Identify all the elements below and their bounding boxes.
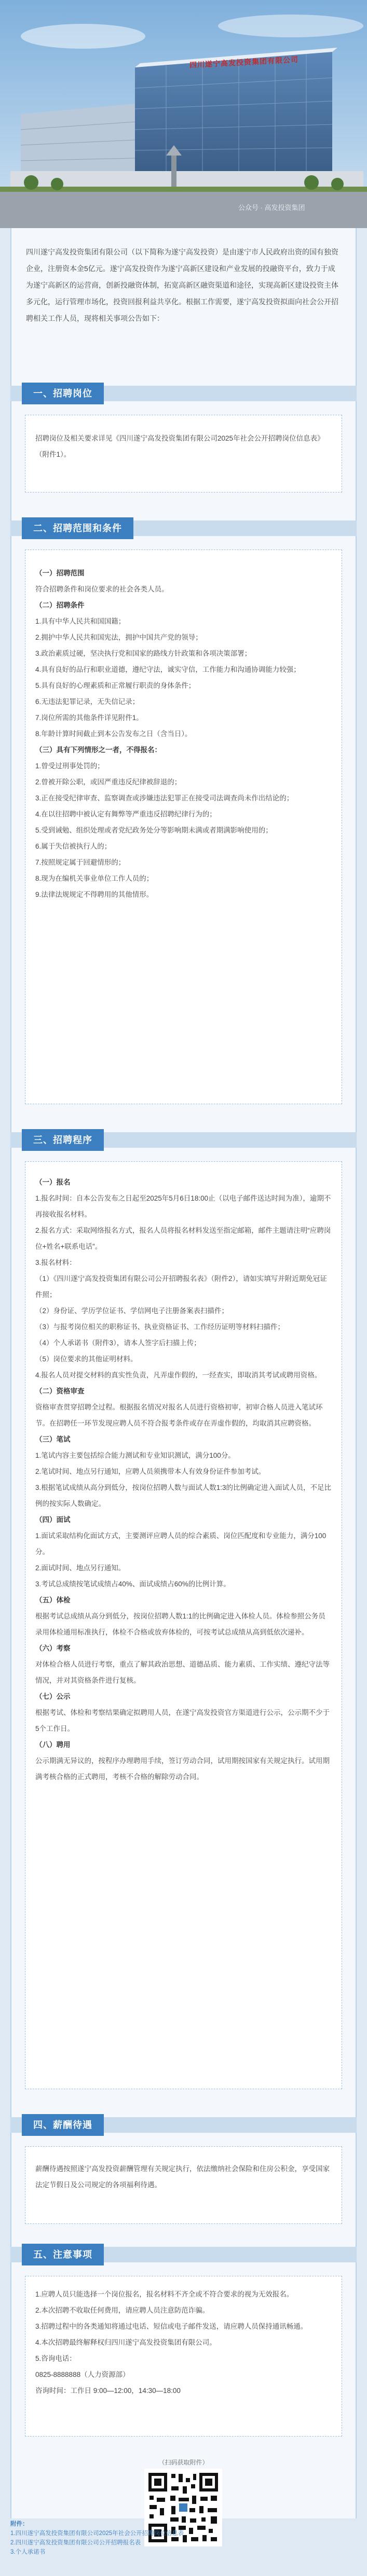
list-item: 咨询时间：工作日 9:00—12:00，14:30—18:00 [35,2387,181,2395]
procedure-text [35,1174,332,1785]
subsection-heading: （三）笔试 [35,1435,71,1443]
list-item: 3.考试总成绩按笔试成绩占40%、面试成绩占60%的比例计算。 [35,1580,230,1588]
salary-text: 薪酬待遇按照遂宁高发投资薪酬管理有关规定执行，依法缴纳社会保险和住房公积金，享受国家法定节假日及公司规定的各项福利待遇。 [35,2165,330,2189]
subsection-heading: （七）公示 [35,1693,71,1700]
section-header-scope [10,513,357,543]
list-item: 5.咨询电话： [35,2355,76,2362]
list-item: 6.属于失信被执行人的； [35,842,112,850]
section-title-salary: 四、薪酬待遇 [22,2114,104,2136]
attachment-link[interactable]: 1.四川遂宁高发投资集团有限公司2025年社会公开招聘岗位信息表 [10,2530,184,2537]
list-item: 8.年龄计算时间截止到本公告发布之日（含当日）。 [35,730,192,738]
subsection-heading: （一）报名 [35,1178,71,1186]
positions-text: 招聘岗位及相关要求详见《四川遂宁高发投资集团有限公司2025年社会公开招聘岗位信息表》（附件1）。 [35,434,324,458]
hero-watermark: 公众号 · 高发投资集团 [238,204,305,212]
subsection-heading: （三）具有下列情形之一者，不得报名： [35,746,161,754]
section-header-positions [10,378,357,409]
list-item: 4.本次招聘最终解释权归四川遂宁高发投资集团有限公司。 [35,2339,216,2346]
list-item: 7.按照规定属于回避情形的； [35,858,126,866]
list-item: 3.根据笔试成绩从高分到低分，按岗位招聘人数与面试人数1:3的比例确定进入面试人员，不足比例的按实际人数确定。 [35,1484,332,1508]
hero-image [0,0,367,228]
subsection-heading: （六）考察 [35,1644,71,1652]
list-item: 2.本次招聘不收取任何费用，请应聘人员注意防范诈骗。 [35,2306,210,2314]
section-title-scope: 二、招聘范围和条件 [22,517,133,539]
list-item: （3）与报考岗位相关的职称证书、执业资格证书、工作经历证明等材料扫描件； [35,1323,285,1331]
list-item: 2.曾被开除公职，或因严重违反纪律被辞退的； [35,778,182,786]
notes-text [35,2286,332,2399]
attachments-list [10,2519,357,2551]
subsection-heading: （八）聘用 [35,1741,71,1749]
list-item: 2.笔试时间、地点另行通知，应聘人员须携带本人有效身份证件参加考试。 [35,1468,266,1475]
list-item: 5.具有良好的心理素质和正常履行职责的身体条件； [35,682,196,689]
list-item: 1.曾受过刑事处罚的； [35,762,104,770]
section-title-notes: 五、注意事项 [22,2244,104,2265]
list-item: 4.在以往招聘中被认定有舞弊等严重违反招聘纪律行为的； [35,810,216,818]
list-item: 3.正在接受纪律审查、监察调查或涉嫌违法犯罪正在接受司法调查尚未作出结论的； [35,794,294,802]
building-sign-text: 四川遂宁高发投资集团有限公司 [189,56,298,70]
list-item: 1.报名时间：自本公告发布之日起至2025年5月6日18:00止（以电子邮件送达时间为准），逾期不再接收报名材料。 [35,1194,331,1218]
list-item: 6.无违法犯罪记录，无失信记录； [35,698,140,706]
attachments-title: 附件： [10,2521,29,2527]
list-item: 5.受到诫勉、组织处理或者党纪政务处分等影响期未满或者期满影响使用的； [35,826,273,834]
list-item: 3.政治素质过硬，坚决执行党和国家的路线方针政策和各项决策部署； [35,650,252,657]
list-item: 公示期满无异议的，按程序办理聘用手续，签订劳动合同，试用期按国家有关规定执行。试用期满考核合格的正式聘用，考核不合格的解除劳动合同。 [35,1757,330,1781]
list-item: 3.招聘过程中的各类通知将通过电话、短信或电子邮件发送，请应聘人员保持通讯畅通。 [35,2322,308,2330]
list-item: （2）身份证、学历学位证书、学信网电子注册备案表扫描件； [35,1307,229,1315]
list-item: 1.笔试内容主要包括综合能力测试和专业知识测试，满分100分。 [35,1452,235,1459]
subsection-heading: （二）资格审查 [35,1387,85,1395]
list-item: 8.现为在编机关事业单位工作人员的； [35,875,154,882]
section-header-notes [10,2240,357,2270]
subsection-heading: （五）体检 [35,1596,71,1604]
list-item: 7.岗位所需的其他条件详见附件1。 [35,714,143,722]
list-item: 1.面试采取结构化面试方式，主要测评应聘人员的综合素质、岗位匹配度和专业能力，满分100分。 [35,1532,327,1556]
list-item: 3.报名材料： [35,1259,76,1266]
section-title-procedure: 三、招聘程序 [22,1129,104,1151]
section-title-positions: 一、招聘岗位 [22,383,104,404]
list-item: （1）《四川遂宁高发投资集团有限公司公开招聘报名表》（附件2），请如实填写并附近期免冠证件照； [35,1275,327,1299]
list-item: （5）岗位要求的其他证明材料。 [35,1355,138,1363]
list-item: 符合招聘条件和岗位要求的社会各类人员。 [35,585,169,593]
list-item: 资格审查贯穿招聘全过程。根据报名情况对报名人员进行资格初审，初审合格人员进入笔试环节。在招聘任一环节发现应聘人员不符合报考条件或存在弄虚作假的，均取消其应聘资格。 [35,1403,323,1427]
list-item: 9.法律法规规定不得聘用的其他情形。 [35,891,154,898]
subsection-heading: （一）招聘范围 [35,569,85,577]
list-item: 4.具有良好的品行和职业道德，遵纪守法，诚实守信，工作能力和沟通协调能力较强； [35,666,301,673]
list-item: （4）个人承诺书（附件3），请本人签字后扫描上传； [35,1339,201,1347]
list-item: 1.应聘人员只能选择一个岗位报名，报名材料不齐全或不符合要求的视为无效报名。 [35,2290,294,2298]
attachment-link[interactable]: 2.四川遂宁高发投资集团有限公司公开招聘报名表 [10,2540,141,2546]
list-item: 2.报名方式：采取网络报名方式，报名人员将报名材料发送至指定邮箱，邮件主题请注明“应聘岗位+姓名+联系电话”。 [35,1227,331,1250]
subsection-heading: （四）面试 [35,1516,71,1524]
list-item: 1.具有中华人民共和国国籍； [35,617,126,625]
intro-paragraph: 四川遂宁高发投资集团有限公司（以下简称为遂宁高发投资）是由遂宁市人民政府出资的国有独资企业，注册资本金5亿元。遂宁高发投资作为遂宁高新区建设和产业发展的投融资平台，致力于成为遂宁高新区的运营商，创新投融资体制，拓宽高新区融资渠道和途径，实现高新区建设投资主体多元化，运行管理市场化，投资回报利益共享化。根据工作需要，遂宁高发投资拟面向社会公开招聘相关工作人员，现将相关事项公告如下： [26,248,338,322]
list-item: 对体检合格人员进行考察，重点了解其政治思想、道德品质、能力素质、工作实绩、遵纪守法等情况，并对其资格条件进行复核。 [35,1660,330,1684]
section-header-procedure [10,1125,357,1155]
list-item: 0825-8888888（人力资源部） [35,2371,130,2378]
qr-caption: （扫码获取附件） [158,2459,209,2466]
attachment-link[interactable]: 3.个人承诺书 [10,2549,46,2555]
subsection-heading: （二）招聘条件 [35,601,85,609]
building-illustration [0,0,367,228]
list-item: 4.报名人员对提交材料的真实性负责，凡弄虚作假的，一经查实，即取消其考试或聘用资格。 [35,1371,322,1379]
list-item: 2.面试时间、地点另行通知。 [35,1564,126,1572]
section-header-salary [10,2110,357,2140]
list-item: 根据考试总成绩从高分到低分，按岗位招聘人数1:1的比例确定进入体检人员。体检参照公务员录用体检通用标准执行，体检不合格或放弃体检的，可按考试总成绩从高到低依次递补。 [35,1612,325,1636]
scope-text [35,565,332,903]
list-item: 2.拥护中华人民共和国宪法，拥护中国共产党的领导； [35,634,202,641]
list-item: 根据考试、体检和考察结果确定拟聘用人员，在遂宁高发投资官方渠道进行公示，公示期不少于5个工作日。 [35,1709,330,1733]
